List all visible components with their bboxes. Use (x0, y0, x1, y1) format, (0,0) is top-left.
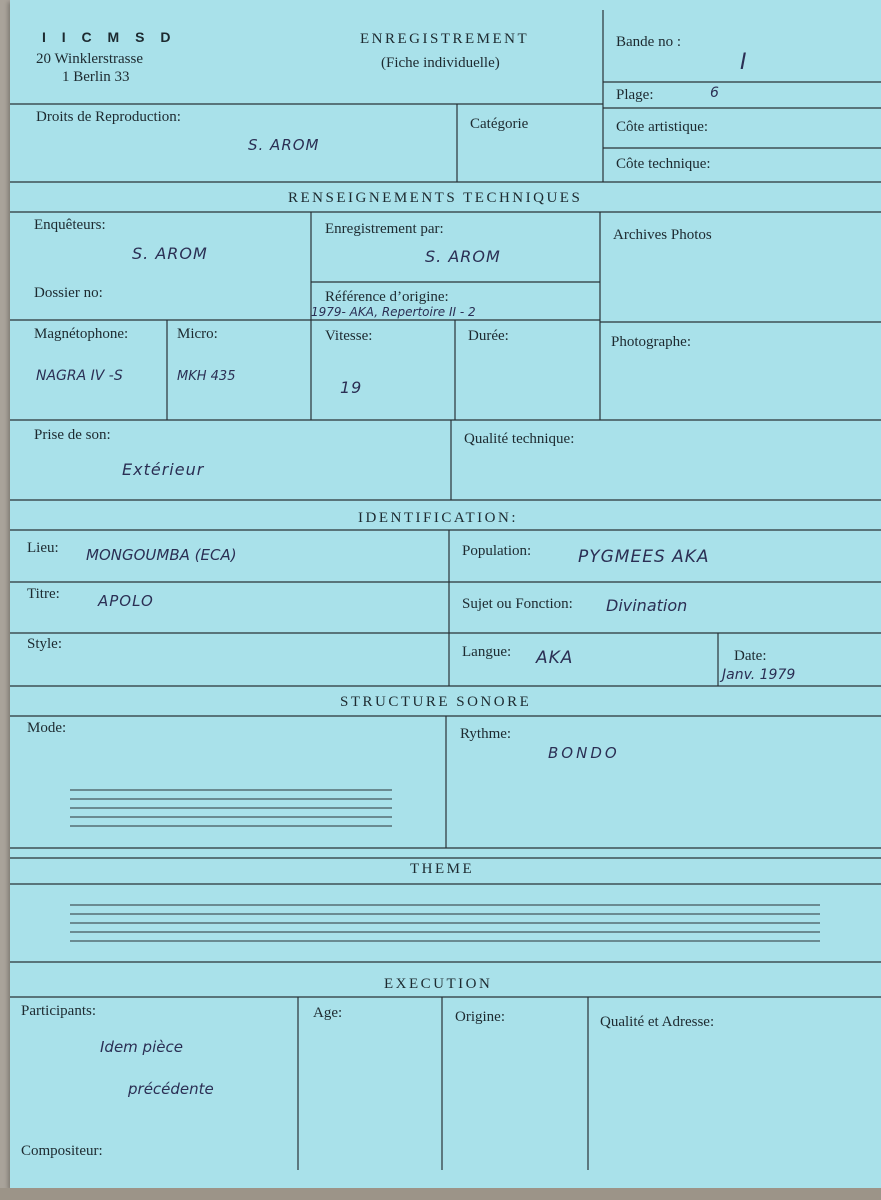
qualite-adresse-label: Qualité et Adresse: (600, 1014, 715, 1030)
qualite-technique-label: Qualité technique: (464, 431, 575, 447)
age-label: Age: (313, 1005, 343, 1021)
reference-value: 1979- AKA, Repertoire II - 2 (311, 305, 476, 319)
droits-value: S. AROM (248, 136, 320, 154)
enqueteurs-value: S. AROM (132, 244, 208, 263)
mode-label: Mode: (27, 720, 67, 736)
institution-name: I I C M S D (42, 29, 177, 45)
prise-de-son-value: Extérieur (122, 460, 205, 479)
enqueteurs-label: Enquêteurs: (34, 217, 106, 233)
magnetophone-label: Magnétophone: (34, 326, 129, 342)
magnetophone-value: NAGRA IV -S (36, 368, 123, 384)
sujet-label: Sujet ou Fonction: (462, 596, 573, 612)
droits-label: Droits de Reproduction: (36, 109, 181, 125)
form-title: ENREGISTREMENT (360, 31, 530, 47)
langue-value: AKA (536, 648, 574, 668)
titre-value: APOLO (98, 592, 154, 610)
micro-label: Micro: (177, 326, 218, 342)
scan-background-edge (0, 1188, 881, 1200)
compositeur-label: Compositeur: (21, 1143, 103, 1159)
sujet-value: Divination (606, 596, 688, 615)
photographe-label: Photographe: (611, 334, 691, 350)
participants-value-line2: précédente (128, 1080, 214, 1098)
cote-artistique-label: Côte artistique: (616, 119, 709, 135)
dossier-label: Dossier no: (34, 285, 103, 301)
micro-value: MKH 435 (177, 369, 236, 384)
mode-staff (70, 790, 392, 826)
vitesse-value: 19 (340, 378, 363, 397)
section-title-theme: THEME (410, 861, 475, 877)
duree-label: Durée: (468, 328, 509, 344)
address-city: 1 Berlin 33 (62, 69, 130, 85)
bande-value: I (740, 50, 748, 75)
participants-value-line1: Idem pièce (100, 1038, 183, 1056)
bande-label: Bande no : (616, 34, 681, 50)
address-street: 20 Winklerstrasse (36, 51, 144, 67)
enregistrement-label: Enregistrement par: (325, 221, 444, 237)
form-subtitle: (Fiche individuelle) (381, 55, 500, 71)
plage-label: Plage: (616, 87, 654, 103)
section-title-technical: RENSEIGNEMENTS TECHNIQUES (288, 190, 583, 206)
archives-photos-label: Archives Photos (613, 227, 712, 243)
reference-label: Référence d’origine: (325, 289, 449, 305)
population-label: Population: (462, 543, 532, 559)
section-title-structure: STRUCTURE SONORE (340, 694, 532, 710)
categorie-label: Catégorie (470, 116, 529, 132)
date-value: Janv. 1979 (722, 667, 796, 683)
titre-label: Titre: (27, 586, 60, 602)
langue-label: Langue: (462, 644, 512, 660)
date-label: Date: (734, 648, 767, 664)
population-value: PYGMEES AKA (578, 547, 710, 567)
participants-label: Participants: (21, 1003, 96, 1019)
theme-staff (70, 905, 820, 941)
lieu-value: MONGOUMBA (ECA) (86, 546, 237, 564)
rythme-value: BONDO (548, 744, 620, 762)
plage-value: 6 (710, 85, 720, 101)
section-title-identification: IDENTIFICATION: (358, 510, 518, 526)
lieu-label: Lieu: (27, 540, 59, 556)
enregistrement-value: S. AROM (425, 247, 501, 266)
cote-technique-label: Côte technique: (616, 156, 711, 172)
vitesse-label: Vitesse: (325, 328, 373, 344)
section-title-execution: EXECUTION (384, 976, 493, 992)
style-label: Style: (27, 636, 63, 652)
prise-de-son-label: Prise de son: (34, 427, 111, 443)
rythme-label: Rythme: (460, 726, 512, 742)
origine-label: Origine: (455, 1009, 505, 1025)
